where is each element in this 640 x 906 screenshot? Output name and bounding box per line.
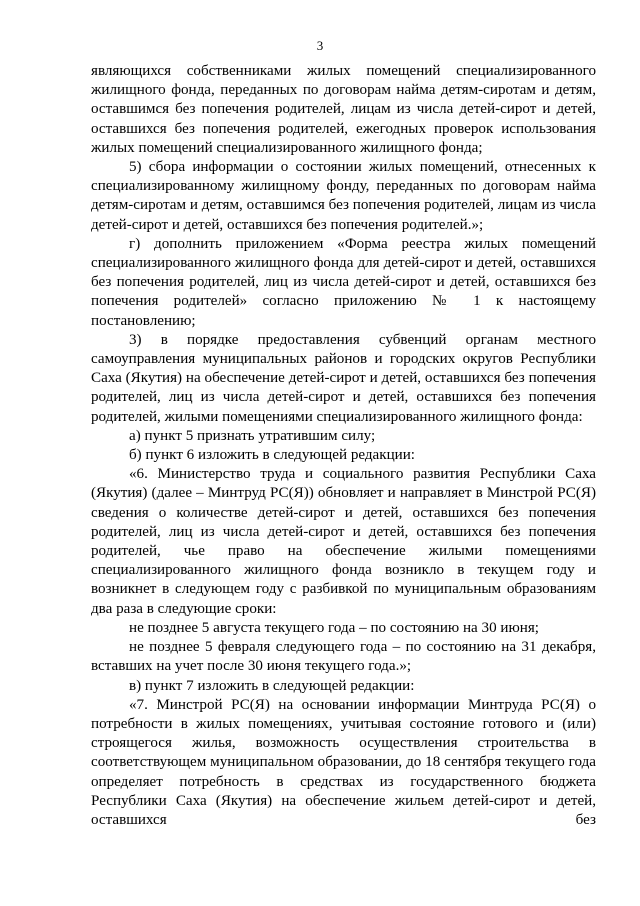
paragraph-item-v: в) пункт 7 изложить в следующей редакции:: [129, 677, 415, 694]
document-body: [91, 62, 596, 830]
paragraph-item-5: 5) сбора информации о состоянии жилых помещений, отнесенных к специализированному жилищному фонду, переданных по договорам найма детям-сиротам и детям, оставшимся без попечения родителей, лицам из числа детей-сирот и детей, оставшихся без попечения родителей.»;: [91, 159, 596, 233]
paragraph-deadline-august: не позднее 5 августа текущего года – по состоянию на 30 июня;: [129, 619, 539, 636]
paragraph-item-a: а) пункт 5 признать утратившим силу;: [129, 427, 376, 444]
paragraph-deadline-february: не позднее 5 февраля следующего года – по состоянию на 31 декабря, вставших на учет после 30 июня текущего года.»;: [91, 639, 596, 675]
paragraph-item-g: г) дополнить приложением «Форма реестра жилых помещений специализированного жилищного фонда для детей-сирот и детей, оставшихся без попечения родителей, лиц из числа детей-сирот и детей, оставшихся без попечения родителей» согласно приложению № 1 к настоящему постановлению;: [91, 235, 596, 329]
paragraph-clause-7: «7. Минстрой РС(Я) на основании информации Минтруда РС(Я) о потребности в жилых помещениях, учитывая состояние готового и (или) строящегося жилья, возможность осуществления строительства в соответствующем муниципальном образовании, до 18 сентября текущего года определяет потребность в средствах из государственного бюджета Республики Саха (Якутия) на обеспечение жильем детей-сирот и детей, оставшихся без: [91, 696, 596, 828]
paragraph-continuation: являющихся собственниками жилых помещений специализированного жилищного фонда, переданных по договорам найма детям-сиротам и детям, оставшимся без попечения родителей, лицам из числа детей-сирот и детей, оставшихся без попечения родителей, ежегодных проверок использования жилых помещений специализированного жилищного фонда;: [91, 63, 596, 156]
paragraph-item-3: 3) в порядке предоставления субвенций органам местного самоуправления муниципальных районов и городских округов Республики Саха (Якутия) на обеспечение детей-сирот и детей, оставшихся без попечения родителей, лиц из числа детей-сирот и детей, оставшихся без попечения родителей, жилыми помещениями специализированного жилищного фонда:: [91, 331, 596, 425]
paragraph-item-b: б) пункт 6 изложить в следующей редакции:: [129, 447, 415, 464]
page-number: 3: [316, 38, 324, 53]
paragraph-clause-6: «6. Министерство труда и социального развития Республики Саха (Якутия) (далее – Минтруд РС(Я)) обновляет и направляет в Минстрой РС(Я) сведения о количестве детей-сирот и детей, оставшихся без попечения родителей, лиц из числа детей-сирот и детей, оставшихся без попечения родителей, чье право на обеспечение жилыми помещениями специализированного жилищного фонда возникло в текущем году и возникнет в следующем году с разбивкой по муниципальным образованиям два раза в следующие сроки:: [91, 466, 596, 617]
